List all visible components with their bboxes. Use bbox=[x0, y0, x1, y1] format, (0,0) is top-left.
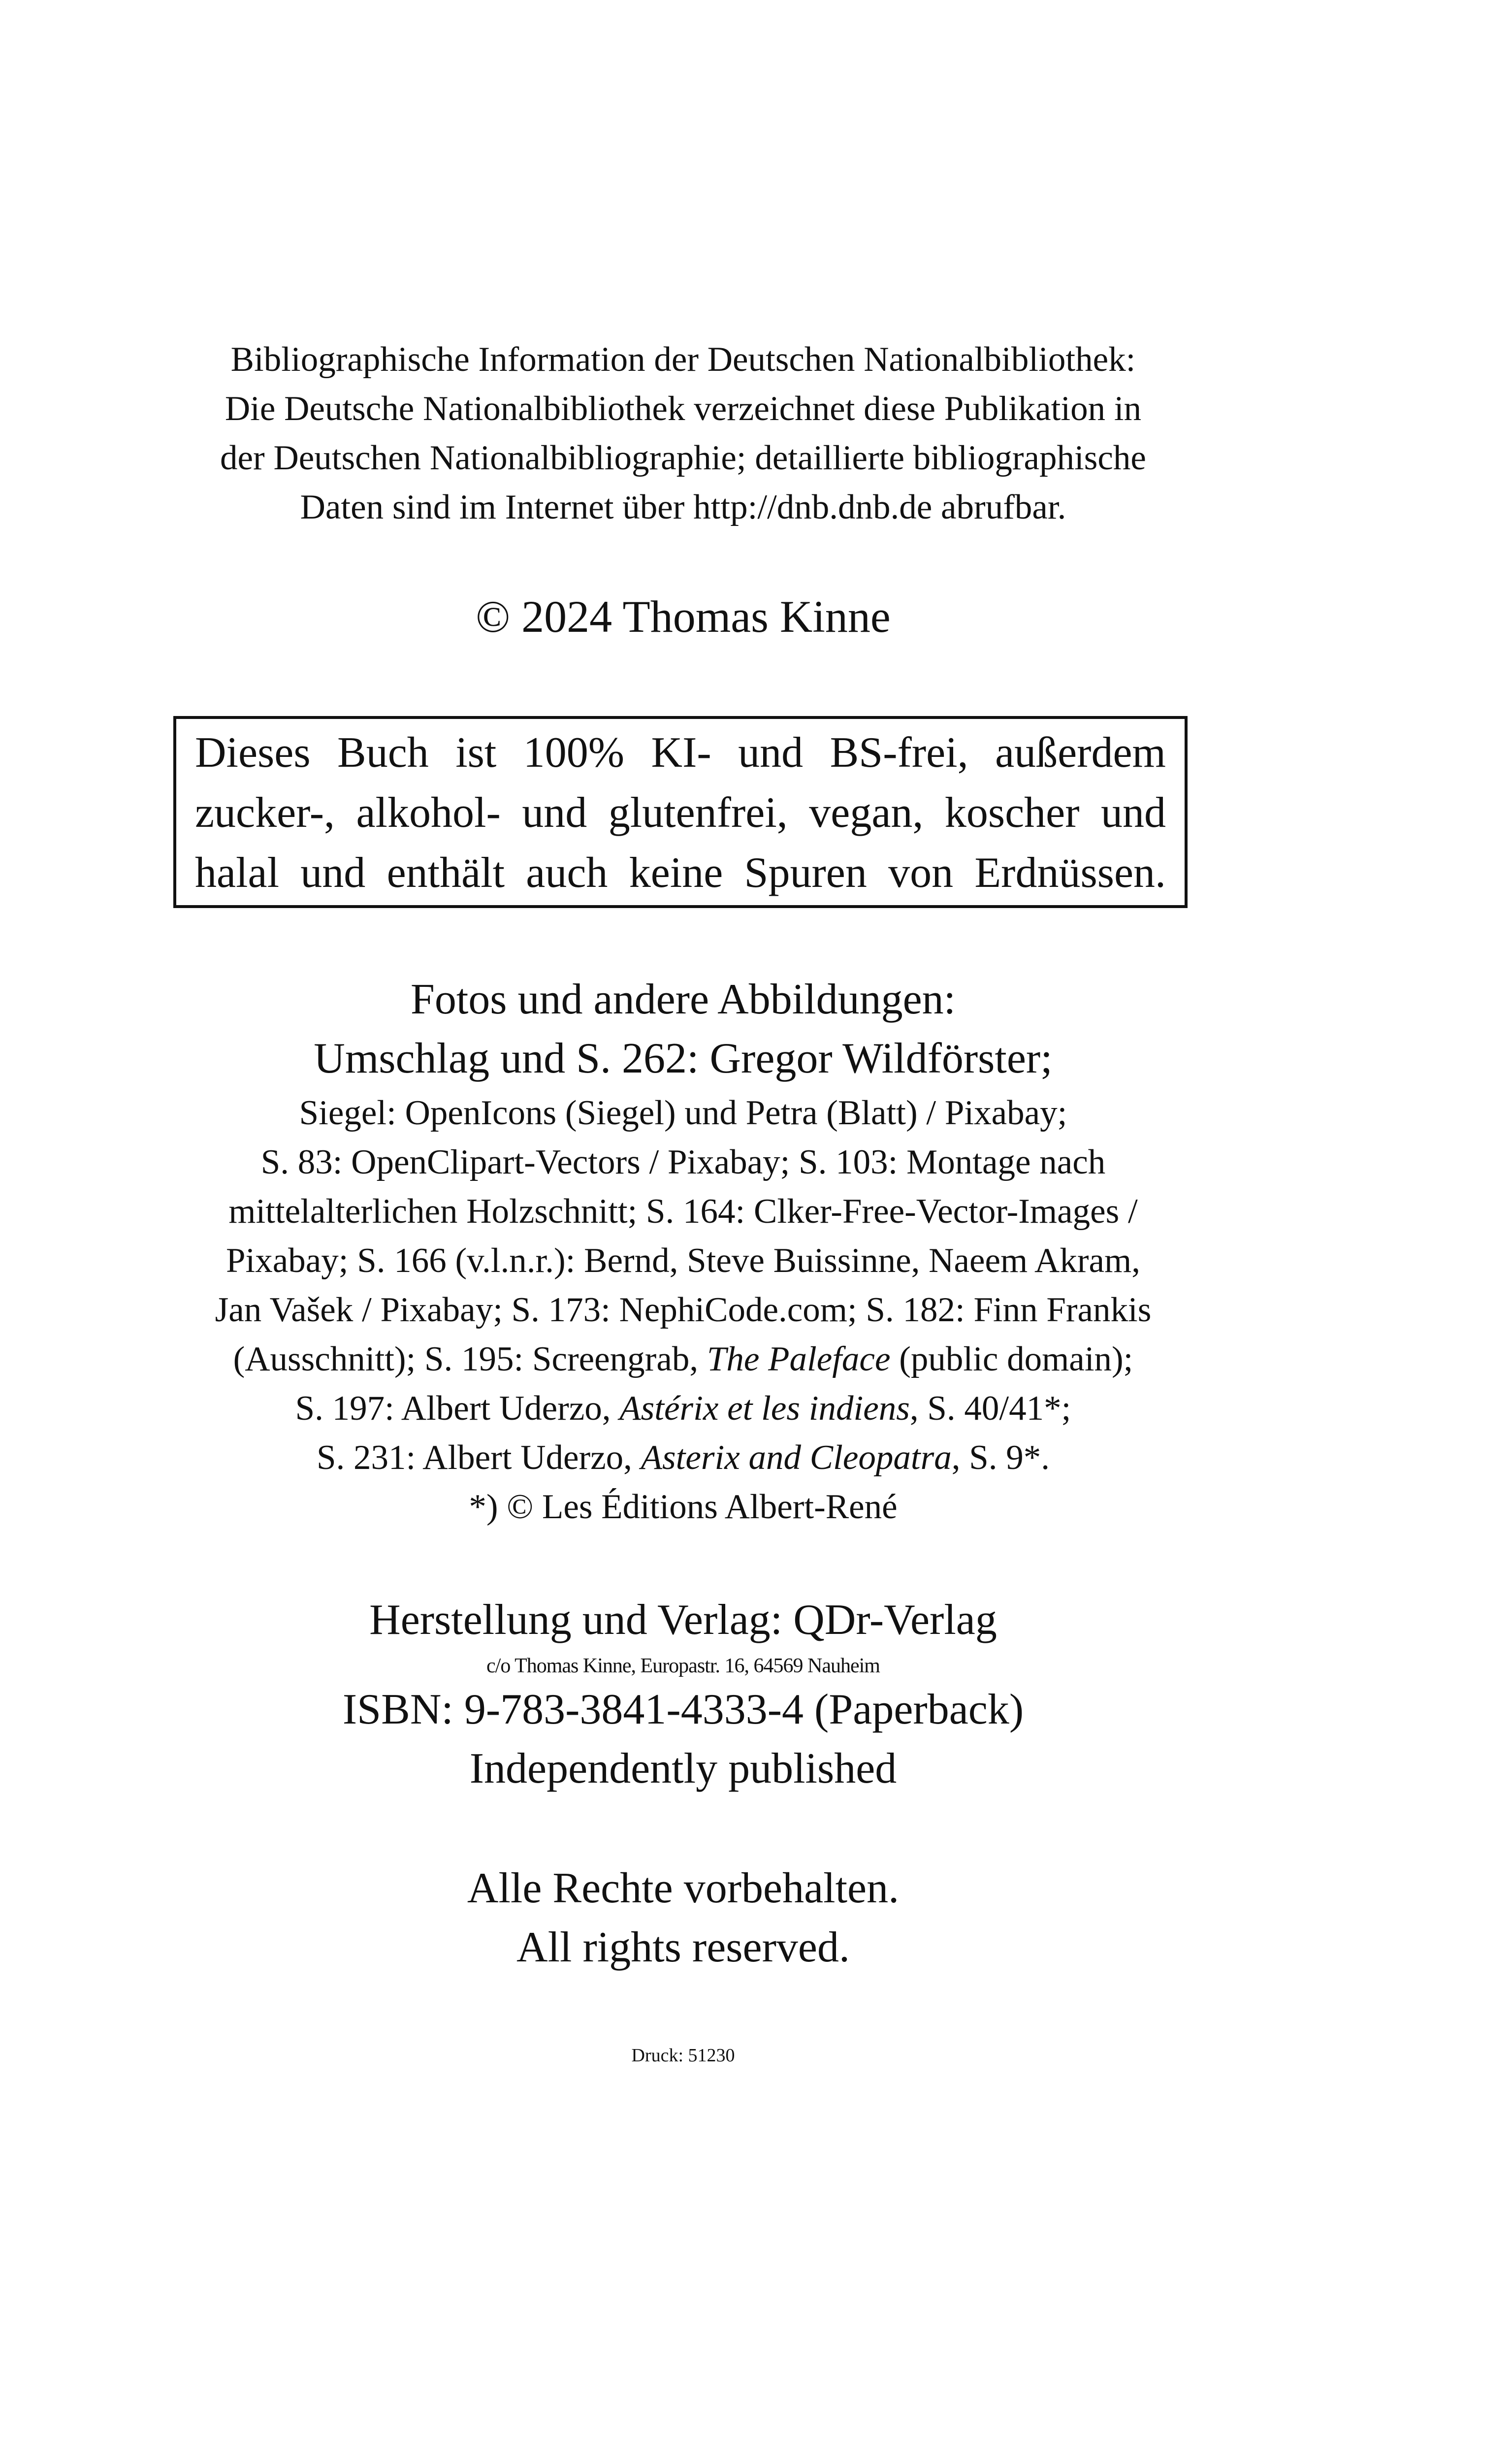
isbn-number: ISBN: 9-783-3841-4333-4 (Paperback) bbox=[342, 1686, 1024, 1733]
bibliographic-info-line: der Deutschen Nationalbibliographie; detaillierte bibliographische bbox=[220, 439, 1146, 477]
photo-credit-line: Jan Vašek / Pixabay; S. 173: NephiCode.com; S. 182: Finn Frankis bbox=[215, 1291, 1152, 1329]
photo-credit-line bbox=[165, 1335, 1201, 1384]
photo-credit-footnote: *) © Les Éditions Albert-René bbox=[469, 1488, 898, 1526]
photo-credit-line: S. 83: OpenClipart-Vectors / Pixabay; S. 103: Montage nach bbox=[260, 1143, 1106, 1181]
isbn-block bbox=[165, 1680, 1201, 1798]
photo-credit-line: Siegel: OpenIcons (Siegel) und Petra (Blatt) / Pixabay; bbox=[299, 1094, 1067, 1132]
disclaimer-line: zucker-, alkohol- und glutenfrei, vegan, koscher und bbox=[195, 789, 1166, 837]
photo-credits-title: Fotos und andere Abbildungen: bbox=[410, 976, 956, 1023]
photo-credit-line bbox=[165, 1384, 1201, 1433]
bibliographic-info-line: Die Deutsche Nationalbibliothek verzeichnet diese Publikation in bbox=[225, 390, 1142, 428]
credit-text: S. 231: Albert Uderzo, bbox=[317, 1438, 641, 1477]
disclaimer-box bbox=[173, 716, 1188, 908]
print-code bbox=[165, 2045, 1201, 2066]
rights-english: All rights reserved. bbox=[516, 1923, 850, 1971]
credit-text: (public domain); bbox=[890, 1340, 1133, 1378]
credit-text: (Ausschnitt); S. 195: Screengrab, bbox=[233, 1340, 707, 1378]
publication-type: Independently published bbox=[469, 1745, 897, 1792]
photo-credit-line bbox=[165, 1433, 1201, 1482]
credit-text: , S. 40/41*; bbox=[909, 1389, 1071, 1428]
publisher-name: Herstellung und Verlag: QDr-Verlag bbox=[369, 1596, 997, 1644]
print-code-text: Druck: 51230 bbox=[631, 2045, 735, 2066]
credit-work-title: The Paleface bbox=[707, 1340, 891, 1378]
credit-work-title: Asterix and Cleopatra bbox=[641, 1438, 952, 1477]
bibliographic-info-line: Daten sind im Internet über http://dnb.dnb.de abrufbar. bbox=[300, 488, 1066, 526]
copyright-text: © 2024 Thomas Kinne bbox=[476, 591, 891, 642]
photo-credit-line: mittelalterlichen Holzschnitt; S. 164: Clker-Free-Vector-Images / bbox=[228, 1192, 1138, 1231]
publisher-address bbox=[165, 1654, 1201, 1678]
disclaimer-line: halal und enthält auch keine Spuren von Erdnüssen. bbox=[195, 849, 1166, 897]
copyright-notice bbox=[165, 587, 1201, 646]
photo-credit-line: Pixabay; S. 166 (v.l.n.r.): Bernd, Steve Buissinne, Naeem Akram, bbox=[226, 1241, 1140, 1280]
credit-text: S. 197: Albert Uderzo, bbox=[295, 1389, 620, 1428]
credit-work-title: Astérix et les indiens bbox=[619, 1389, 910, 1428]
credit-text: , S. 9*. bbox=[951, 1438, 1050, 1477]
photo-credits-list bbox=[165, 1088, 1201, 1531]
bibliographic-info bbox=[165, 335, 1201, 532]
publisher-info bbox=[165, 1591, 1201, 1650]
disclaimer-line: Dieses Buch ist 100% KI- und BS-frei, außerdem bbox=[195, 729, 1166, 777]
rights-german: Alle Rechte vorbehalten. bbox=[467, 1864, 900, 1912]
cover-credit: Umschlag und S. 262: Gregor Wildförster; bbox=[314, 1035, 1053, 1082]
rights-notice bbox=[165, 1859, 1201, 1977]
bibliographic-info-line: Bibliographische Information der Deutschen Nationalbibliothek: bbox=[230, 340, 1136, 379]
address-text: c/o Thomas Kinne, Europastr. 16, 64569 Nauheim bbox=[486, 1655, 880, 1677]
photo-credits-heading bbox=[165, 970, 1201, 1088]
